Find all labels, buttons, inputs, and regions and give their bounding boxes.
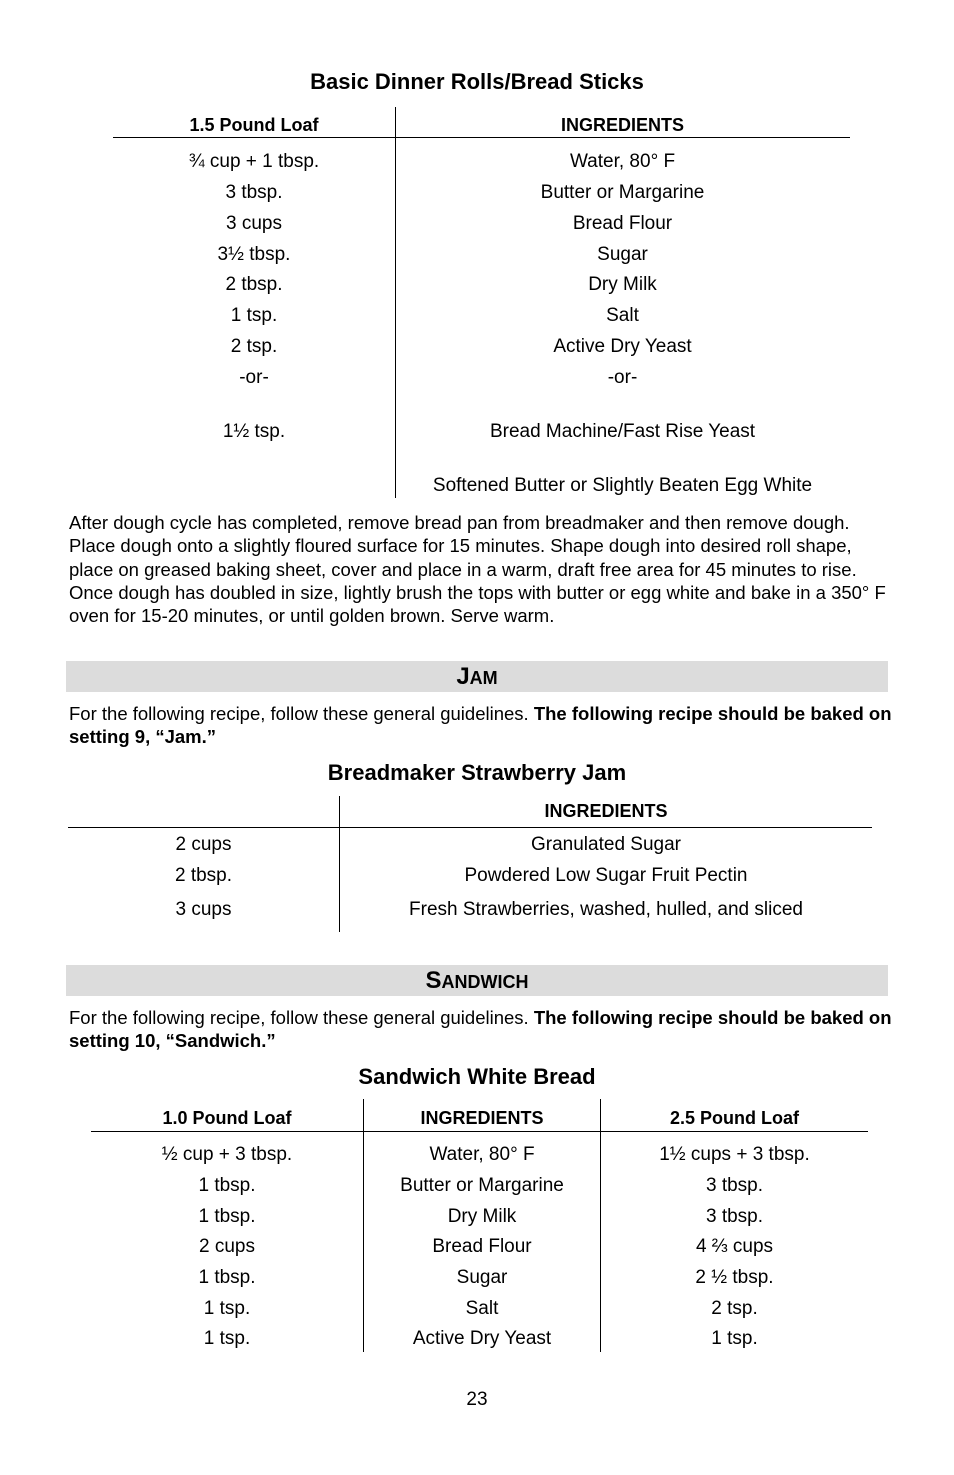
rolls-instructions: After dough cycle has completed, remove bread pan from breadmaker and then remove dough. Place dough onto a slightly floured surface for 15 minutes. Shape dough into desired roll shape, place on greased baking sheet, cover and place in a warm, draft free area for 45 minutes to rise. Once dough has doubled in size, lightly brush the tops with butter or egg white and bake in a 350° F oven for 15-20 minutes, or until golden brown. Serve warm. (69, 512, 886, 627)
jam-guidelines (69, 702, 899, 749)
rolls-amount: ¾ cup + 1 tbsp. (188, 151, 320, 172)
jam-section-band (66, 661, 888, 692)
sandwich-col-large-header: 2.5 Pound Loaf (669, 1108, 799, 1128)
jam-ingredient: Powdered Low Sugar Fruit Pectin (464, 865, 748, 886)
jam-amount: 2 cups (175, 834, 232, 855)
jam-guideline-text: For the following recipe, follow these general guidelines. (69, 703, 534, 724)
rolls-amount: 2 tbsp. (225, 274, 283, 295)
sandwich-ingredient: Bread Flour (432, 1236, 532, 1257)
jam-band-rest: AM (469, 668, 498, 688)
jam-recipe-title: Breadmaker Strawberry Jam (327, 760, 627, 785)
jam-header-rule (68, 827, 872, 828)
rolls-col-loaf-header: 1.5 Pound Loaf (189, 115, 319, 135)
rolls-amount: 3 cups (226, 213, 282, 234)
sandwich-small-amount: 1 tbsp. (198, 1175, 256, 1196)
rolls-amount: 1 tsp. (230, 305, 278, 326)
sandwich-small-amount: 1 tbsp. (198, 1267, 256, 1288)
sandwich-ingredient: Water, 80° F (429, 1144, 535, 1165)
jam-ingredient: Granulated Sugar (531, 834, 681, 855)
sandwich-ingredient: Sugar (456, 1267, 508, 1288)
sandwich-large-amount: 1 tsp. (711, 1328, 758, 1349)
jam-amount: 3 cups (175, 899, 232, 920)
sandwich-guideline-setting: The following recipe should be baked on setting 10, “Sandwich.” (69, 1007, 892, 1052)
rolls-ingredient: Bread Machine/Fast Rise Yeast (489, 421, 756, 442)
rolls-ingredient: Softened Butter or Slightly Beaten Egg White (432, 475, 813, 496)
rolls-header-rule (113, 137, 850, 138)
sandwich-ingredient: Salt (465, 1298, 499, 1319)
sandwich-large-amount: 2 tsp. (711, 1298, 758, 1319)
jam-col-ingredients-header: INGREDIENTS (544, 801, 668, 821)
sandwich-small-amount: 1 tsp. (203, 1298, 251, 1319)
rolls-col-ingredients-header: INGREDIENTS (560, 115, 684, 135)
sandwich-ingredient: Dry Milk (447, 1206, 517, 1227)
sandwich-large-amount: 3 tbsp. (705, 1206, 764, 1227)
rolls-ingredient: Sugar (597, 244, 648, 265)
rolls-amount: 2 tsp. (230, 336, 278, 357)
rolls-ingredient: Salt (606, 305, 639, 326)
sandwich-large-amount: 1½ cups + 3 tbsp. (659, 1144, 810, 1165)
sandwich-small-amount: 1 tbsp. (198, 1206, 256, 1227)
rolls-ingredient: Water, 80° F (569, 151, 676, 172)
sandwich-guidelines (69, 1006, 899, 1053)
sandwich-small-amount: 1 tsp. (203, 1328, 251, 1349)
sandwich-large-amount: 2 ½ tbsp. (695, 1267, 774, 1288)
sandwich-small-amount: ½ cup + 3 tbsp. (161, 1144, 293, 1165)
rolls-ingredient: -or- (607, 367, 638, 388)
sandwich-header-rule (91, 1131, 868, 1132)
jam-amount: 2 tbsp. (174, 865, 233, 886)
rolls-ingredient: Bread Flour (572, 213, 673, 234)
sandwich-ingredient: Active Dry Yeast (412, 1328, 552, 1349)
rolls-amount: 3½ tbsp. (217, 244, 291, 265)
sandwich-col-small-header: 1.0 Pound Loaf (162, 1108, 292, 1128)
sandwich-guideline-text: For the following recipe, follow these general guidelines. (69, 1007, 534, 1028)
sandwich-ingredient: Butter or Margarine (400, 1175, 564, 1196)
rolls-amount: -or- (239, 367, 269, 388)
page-number: 23 (466, 1389, 488, 1410)
sandwich-section-band (66, 965, 888, 996)
rolls-ingredient: Butter or Margarine (540, 182, 705, 203)
sandwich-col-ingredients-header: INGREDIENTS (420, 1108, 544, 1128)
sandwich-band-rest: ANDWICH (441, 972, 529, 992)
rolls-title: Basic Dinner Rolls/Bread Sticks (310, 69, 644, 94)
sandwich-band-initial: S (425, 967, 442, 994)
jam-band-initial: J (456, 663, 470, 690)
rolls-amount: 3 tbsp. (225, 182, 283, 203)
rolls-amount: 1½ tsp. (222, 421, 286, 442)
sandwich-large-amount: 4 ⅔ cups (695, 1236, 774, 1257)
sandwich-large-amount: 3 tbsp. (705, 1175, 764, 1196)
jam-guideline-setting: The following recipe should be baked on setting 9, “Jam.” (69, 703, 892, 748)
sandwich-small-amount: 2 cups (199, 1236, 255, 1257)
rolls-ingredient: Dry Milk (588, 274, 657, 295)
jam-ingredient: Fresh Strawberries, washed, hulled, and sliced (409, 899, 803, 920)
rolls-ingredient: Active Dry Yeast (553, 336, 692, 357)
sandwich-recipe-title: Sandwich White Bread (358, 1064, 596, 1089)
